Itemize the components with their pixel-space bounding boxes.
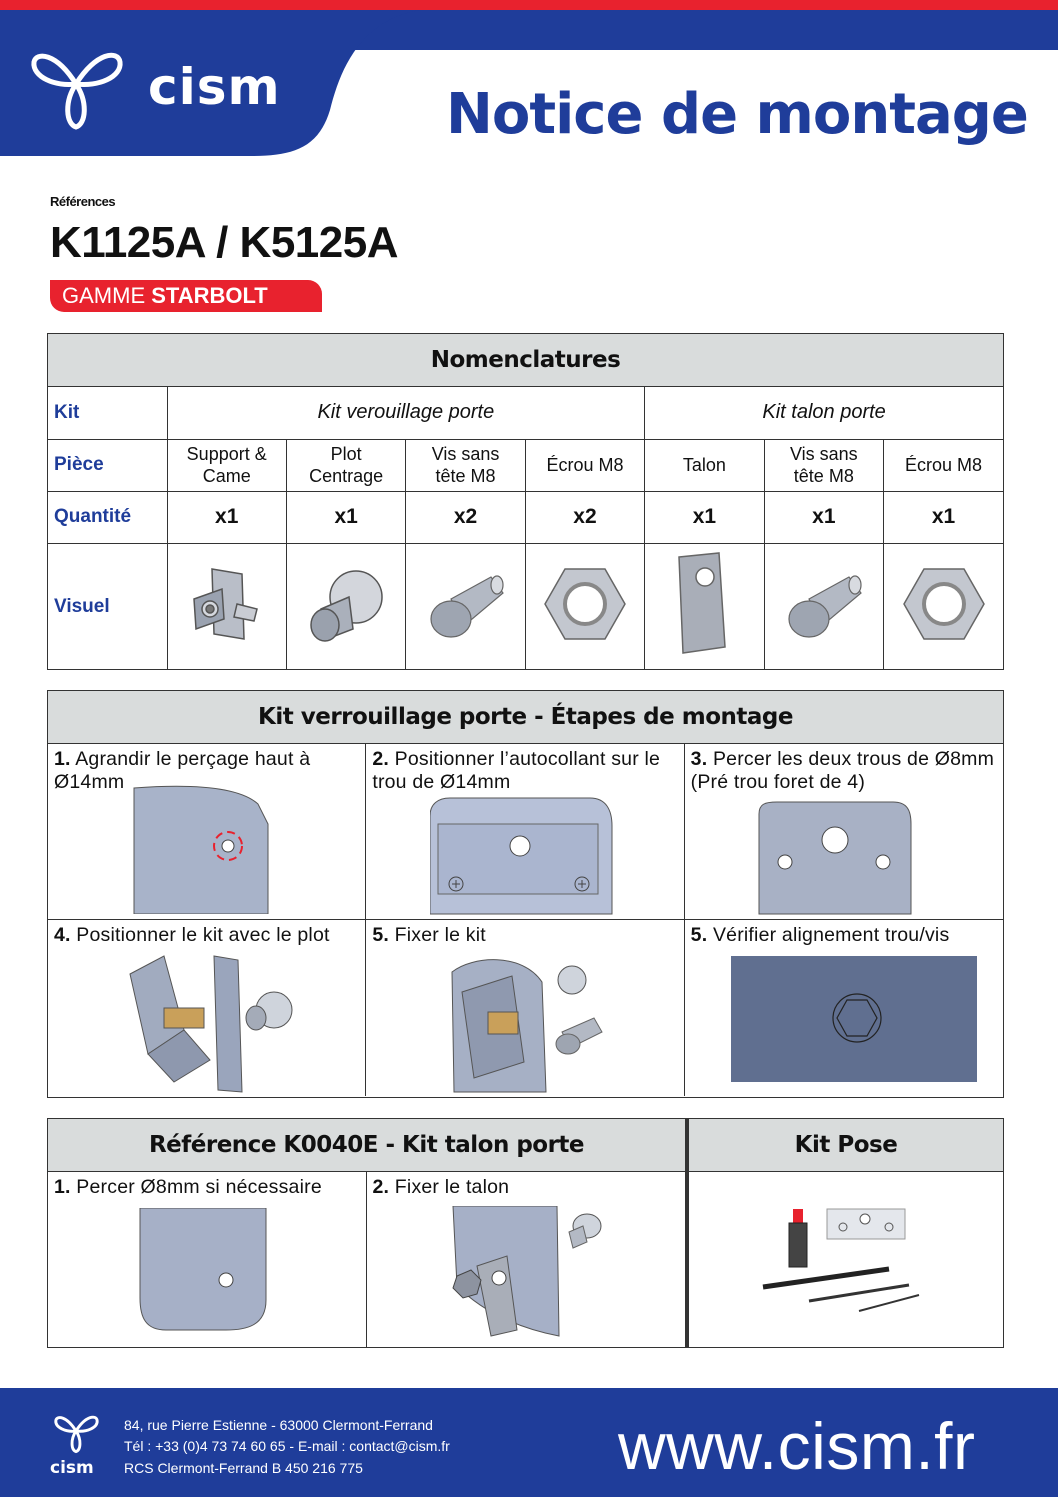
footer-website-link[interactable]: www.cism.fr xyxy=(618,1409,976,1483)
step-card xyxy=(366,920,684,1096)
step-1-illustration xyxy=(128,784,278,914)
piece-quantity: x1 xyxy=(884,491,1003,543)
top-red-stripe xyxy=(0,0,1058,10)
step-number: 1. xyxy=(54,1176,71,1198)
piece-quantity: x2 xyxy=(525,491,644,543)
hex-nut-icon xyxy=(884,543,1003,670)
centering-stud-icon xyxy=(286,543,405,670)
step-text: Positionner le kit avec le plot xyxy=(76,924,330,946)
page-title: Notice de montage xyxy=(446,82,1028,147)
step-2-illustration xyxy=(430,796,616,916)
support-cam-icon xyxy=(167,543,286,670)
step-3-illustration xyxy=(757,800,917,916)
step-text: Fixer le talon xyxy=(394,1176,510,1198)
nomenclature-title: Nomenclatures xyxy=(48,334,1003,387)
footer-logo-icon xyxy=(52,1404,100,1456)
range-name: STARBOLT xyxy=(151,283,268,308)
step-text: Percer Ø8mm si nécessaire xyxy=(76,1176,322,1198)
step-card xyxy=(367,1172,686,1347)
step-number: 2. xyxy=(372,748,389,770)
step-card xyxy=(685,744,1003,920)
heel-step-2-illustration xyxy=(447,1206,647,1346)
step-card xyxy=(48,1172,367,1347)
range-prefix: GAMME xyxy=(62,283,146,308)
lock-kit-steps xyxy=(47,690,1004,1098)
step-6-illustration xyxy=(731,956,979,1084)
heel-steps-title: Référence K0040E - Kit talon porte xyxy=(48,1119,685,1172)
piece-name: Plot Centrage xyxy=(286,439,405,491)
step-text: Fixer le kit xyxy=(394,924,486,946)
footer-rcs: RCS Clermont-Ferrand B 450 216 775 xyxy=(124,1460,363,1476)
headless-screw-icon xyxy=(406,543,525,670)
step-card xyxy=(685,920,1003,1096)
lock-steps-title: Kit verrouillage porte - Étapes de montage xyxy=(48,691,1003,744)
heel-kit-steps xyxy=(47,1118,686,1348)
step-card xyxy=(366,744,684,920)
nomenclature-grid xyxy=(48,387,1003,670)
piece-name: Écrou M8 xyxy=(525,439,644,491)
footer-address: 84, rue Pierre Estienne - 63000 Clermont-Ferrand xyxy=(124,1417,433,1433)
row-label-kit: Kit xyxy=(48,387,167,439)
step-number: 3. xyxy=(690,748,708,770)
piece-quantity: x1 xyxy=(645,491,764,543)
piece-quantity: x1 xyxy=(167,491,286,543)
kit-row xyxy=(48,387,1003,439)
kit-name-heel: Kit talon porte xyxy=(645,387,1003,439)
row-label-piece: Pièce xyxy=(48,439,167,491)
kit-name-lock: Kit verouillage porte xyxy=(167,387,645,439)
piece-name: Écrou M8 xyxy=(884,439,1003,491)
installation-kit-illustration xyxy=(759,1205,939,1315)
piece-name: Vis sans tête M8 xyxy=(764,439,883,491)
visual-row xyxy=(48,543,1003,670)
piece-quantity: x2 xyxy=(406,491,525,543)
step-card xyxy=(48,744,366,920)
step-card xyxy=(48,920,366,1096)
step-number: 5. xyxy=(690,924,708,946)
step-4-illustration xyxy=(124,950,324,1095)
nomenclature-table xyxy=(47,333,1004,670)
row-label-visual: Visuel xyxy=(48,543,167,670)
piece-name: Talon xyxy=(645,439,764,491)
step-text: Positionner l’autocollant sur le trou de Ø14mm xyxy=(372,748,661,793)
piece-quantity: x1 xyxy=(764,491,883,543)
piece-quantity: x1 xyxy=(286,491,405,543)
footer-contact: Tél : +33 (0)4 73 74 60 65 - E-mail : contact@cism.fr xyxy=(124,1438,450,1454)
step-text: Agrandir le perçage haut à Ø14mm xyxy=(54,748,311,793)
range-badge xyxy=(50,280,322,312)
reference-value: K1125A / K5125A xyxy=(50,218,398,267)
brand-logo-text: cism xyxy=(148,58,281,116)
footer-brand: cism xyxy=(50,1458,94,1478)
piece-name: Vis sans tête M8 xyxy=(406,439,525,491)
kit-pose-panel xyxy=(686,1118,1004,1348)
kit-pose-title: Kit Pose xyxy=(689,1119,1003,1172)
row-label-quantity: Quantité xyxy=(48,491,167,543)
step-number: 2. xyxy=(372,1176,390,1198)
headless-screw-icon xyxy=(764,543,883,670)
piece-row xyxy=(48,439,1003,491)
reference-label: Références xyxy=(50,194,116,209)
step-text: Percer les deux trous de Ø8mm (Pré trou foret de 4) xyxy=(690,748,995,793)
step-text: Vérifier alignement trou/vis xyxy=(712,924,950,946)
step-number: 1. xyxy=(54,748,71,770)
heel-plate-icon xyxy=(645,543,764,670)
hex-nut-icon xyxy=(525,543,644,670)
piece-name: Support & Came xyxy=(167,439,286,491)
heel-step-1-illustration xyxy=(136,1208,276,1347)
cism-logo-icon xyxy=(26,32,126,132)
step-number: 5. xyxy=(372,924,389,946)
quantity-row xyxy=(48,491,1003,543)
step-5-illustration xyxy=(442,952,682,1094)
step-number: 4. xyxy=(54,924,71,946)
